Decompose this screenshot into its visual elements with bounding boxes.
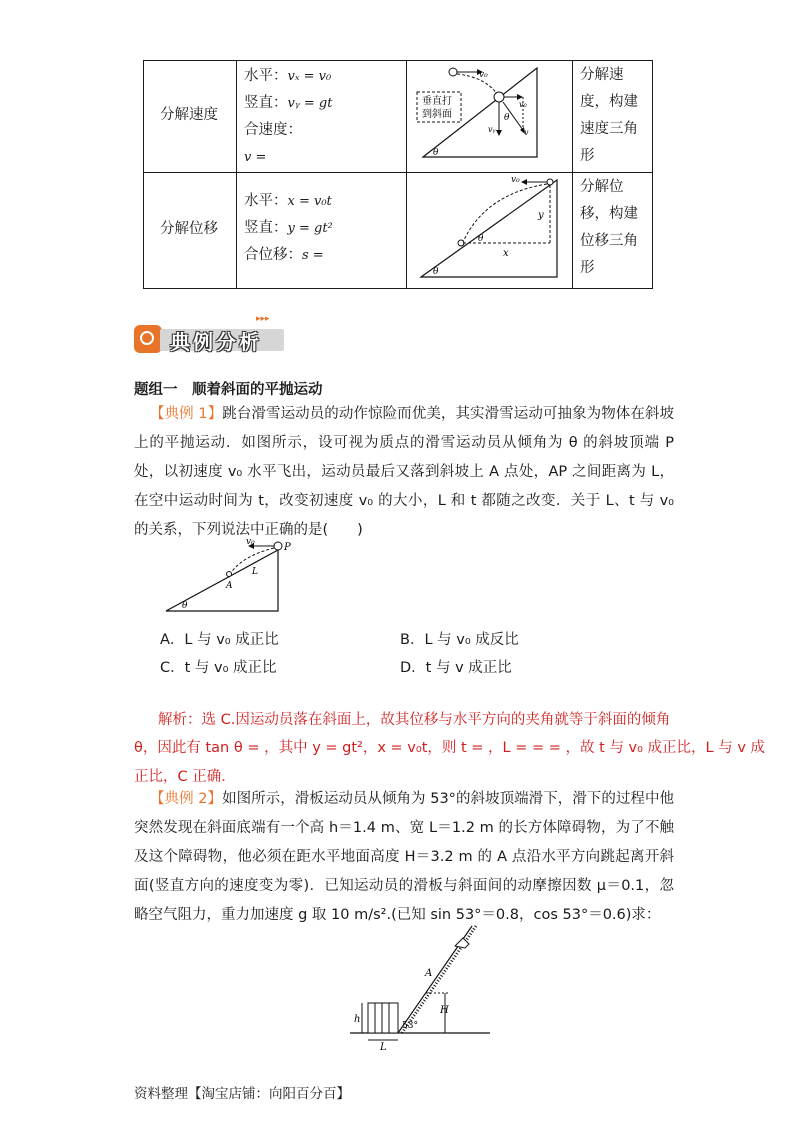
section-banner <box>134 314 286 357</box>
example2-figure <box>340 918 500 1053</box>
svg-text:x: x <box>503 248 509 259</box>
example2-tag: 【典例 2】 <box>150 791 223 807</box>
svg-text:θ: θ <box>504 113 510 123</box>
row2-line2: 竖直：y = gt² <box>244 220 333 236</box>
option-b: B．L 与 v₀ 成反比 <box>400 632 519 648</box>
svg-text:H: H <box>440 1005 449 1016</box>
option-d: D．t 与 v 成正比 <box>400 660 512 676</box>
footer: 资料整理【淘宝店铺：向阳百分百】 <box>134 1086 350 1102</box>
row2-desc: 分解位 移，构建 位移三角 形 <box>580 179 638 276</box>
displacement-decomposition-figure <box>415 174 565 284</box>
svg-text:v₀: v₀ <box>519 100 527 109</box>
svg-text:v₀: v₀ <box>511 175 520 185</box>
analysis-line2: θ，因此有 tan θ = ，其中 y = gt²，x = v₀t，则 t = ，L = = = ，故 t 与 v₀ 成正比，L 与 v 成 <box>134 740 766 756</box>
row1-line2: 竖直：vᵧ = gt <box>244 95 333 111</box>
svg-text:y: y <box>538 210 544 221</box>
velocity-decomposition-figure <box>415 62 565 168</box>
row1-line4: v = <box>244 150 267 165</box>
row2-label: 分解位移 <box>160 221 218 237</box>
group-title: 题组一 顺着斜面的平抛运动 <box>134 382 323 398</box>
svg-text:53°: 53° <box>402 1021 418 1031</box>
svg-text:L: L <box>380 1042 387 1053</box>
svg-text:A: A <box>226 581 233 591</box>
svg-text:θ: θ <box>433 148 439 158</box>
svg-text:vᵧ: vᵧ <box>488 125 496 134</box>
example1-tag: 【典例 1】 <box>150 406 223 422</box>
row1-desc: 分解速 度，构建 速度三角 形 <box>580 67 638 164</box>
svg-text:v: v <box>524 128 529 137</box>
svg-text:到斜面: 到斜面 <box>422 109 452 120</box>
arrow-decoration: ▸▸▸ <box>256 314 270 324</box>
example2-text: 【典例 2】如图所示，滑板运动员从倾角为 53°的斜坡顶端滑下，滑下的过程中他突然发现在斜面底端有一个高 h＝1.4 m、宽 L＝1.2 m 的长方体障碍物，为了不触及这个障碍物，他必须在距水平地面高度 H＝3.2 m 的 A 点沿水平方向跳起离开斜面(竖直方向的速度变为零)．已知运动员的滑板与斜面间的动摩擦因数 μ＝0.1，忽略空气阻力，重力加速度 g 取 10 m/s².(已知 sin 53°＝0.8，cos 53°＝0.6)求： <box>134 791 674 923</box>
row1-line3: 合速度： <box>244 122 302 138</box>
svg-text:θ: θ <box>478 234 484 244</box>
svg-text:θ: θ <box>182 601 188 611</box>
option-a: A．L 与 v₀ 成正比 <box>160 632 279 648</box>
row2-line1: 水平：x = v₀t <box>244 193 332 209</box>
example1-figure <box>160 536 300 616</box>
svg-text:v₀: v₀ <box>479 70 488 80</box>
row1-line1: 水平：vₓ = v₀ <box>244 68 332 84</box>
row1-label: 分解速度 <box>160 107 218 123</box>
analysis-line1: 解析：选 C.因运动员落在斜面上，故其位移与水平方向的夹角就等于斜面的倾角 <box>158 712 671 728</box>
example1-text: 【典例 1】跳台滑雪运动员的动作惊险而优美，其实滑雪运动可抽象为物体在斜坡上的平抛运动．如图所示，设可视为质点的滑雪运动员从倾角为 θ 的斜坡顶端 P 处，以初速度 v₀ 水平飞出，运动员最后又落到斜坡上 A 点处，AP 之间距离为 L，在空中运动时间为 t，改变初速度 v₀ 的大小，L 和 t 都随之改变．关于 L、t 与 v₀ 的关系，下列说法中正确的是( ) <box>134 406 674 538</box>
row2-line3: 合位移：s = <box>244 247 324 263</box>
analysis-line3: 正比，C 正确． <box>134 769 236 785</box>
svg-text:垂直打: 垂直打 <box>422 96 452 107</box>
svg-text:A: A <box>425 968 433 979</box>
option-c: C．t 与 v₀ 成正比 <box>160 660 277 676</box>
globe-icon <box>140 331 154 345</box>
svg-text:v₀: v₀ <box>246 537 255 547</box>
svg-text:h: h <box>354 1014 361 1025</box>
svg-text:P: P <box>284 542 291 553</box>
svg-text:θ: θ <box>433 267 439 277</box>
svg-text:L: L <box>252 567 258 577</box>
section-title: 典例分析 <box>170 330 262 354</box>
